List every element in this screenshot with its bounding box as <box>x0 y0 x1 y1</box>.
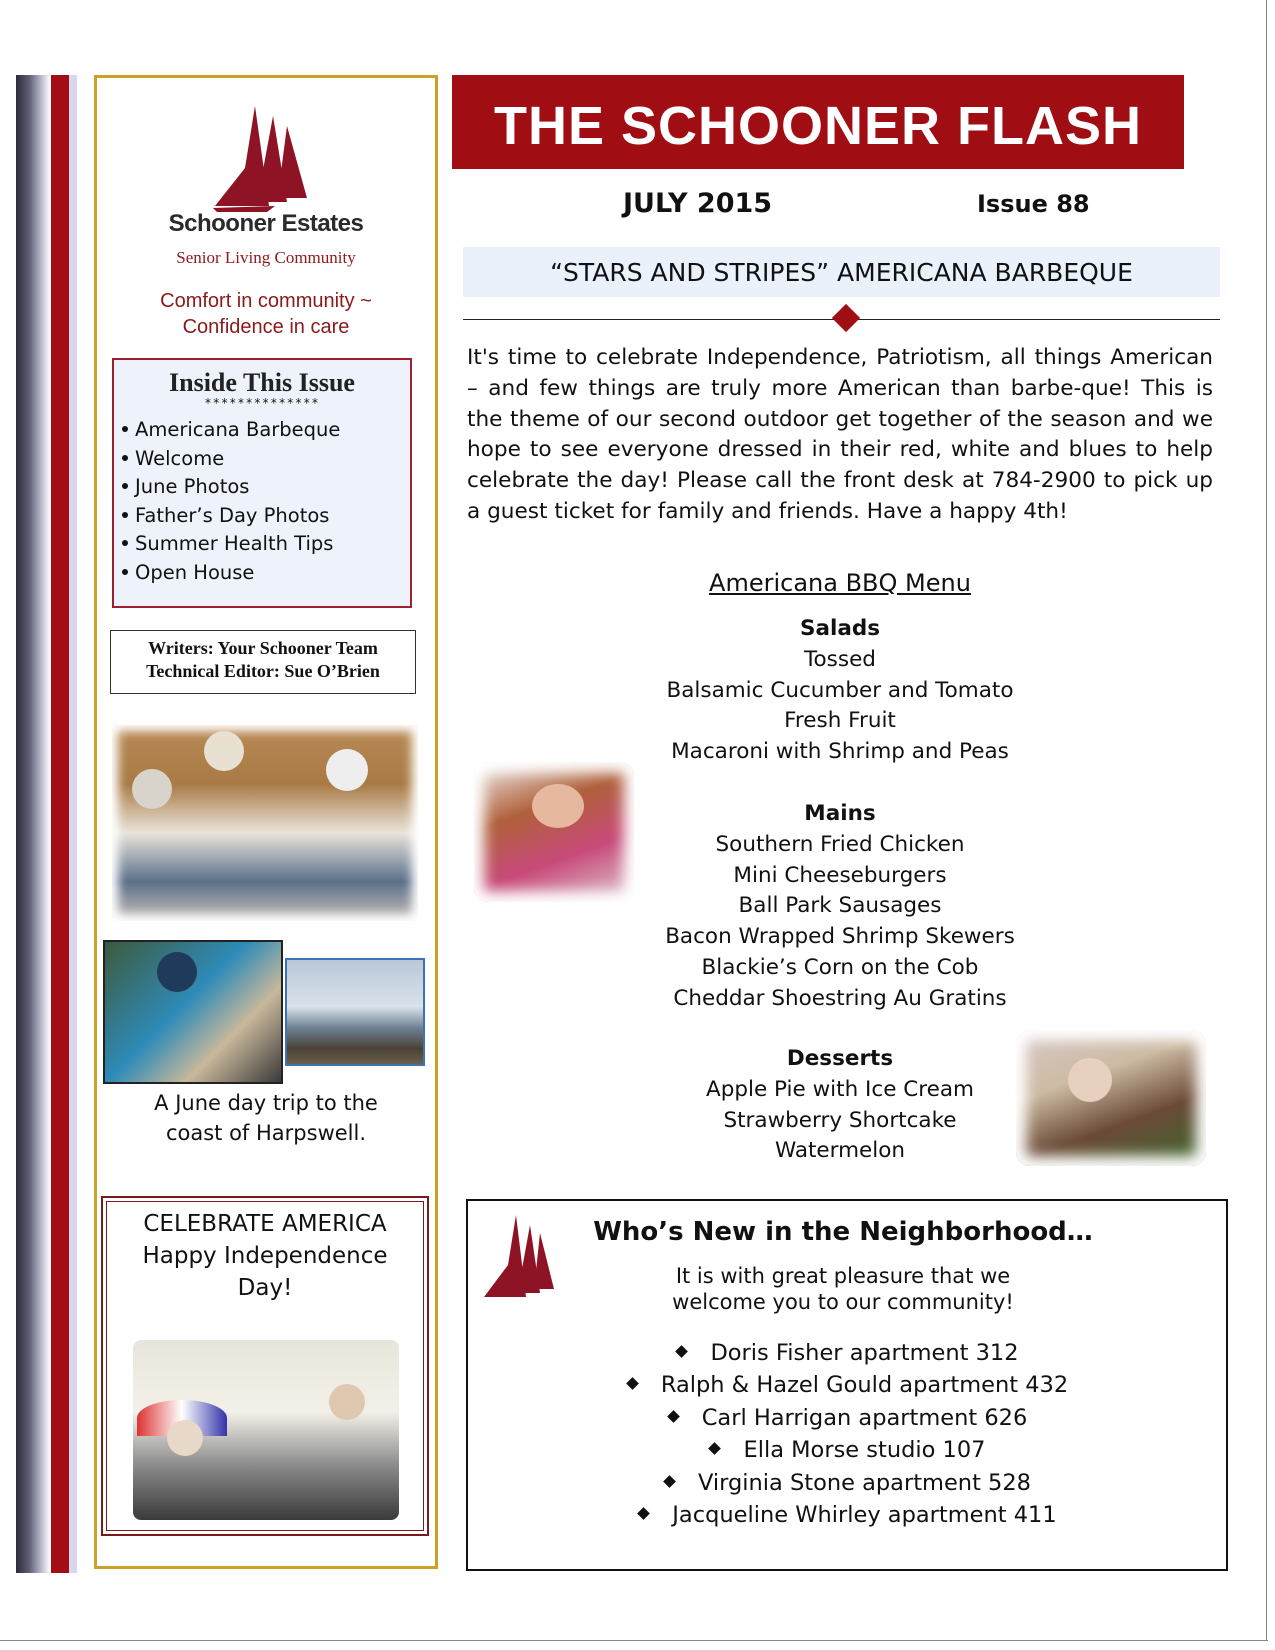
photo-figure <box>326 749 368 791</box>
resident-label: Ralph & Hazel Gould apartment 432 <box>660 1372 1069 1399</box>
bullet-icon <box>122 540 128 546</box>
diamond-icon <box>832 304 860 332</box>
lady-in-hat-photo <box>474 762 634 902</box>
photo-caption <box>97 1088 435 1148</box>
adirondack-chair-photo <box>103 940 283 1084</box>
schooner-sails-logo-icon <box>207 106 317 216</box>
menu-item: Tossed <box>804 646 876 672</box>
harpswell-coast-photo <box>285 958 425 1066</box>
issue-number: Issue 88 <box>977 190 1090 218</box>
inside-item[interactable] <box>122 502 410 531</box>
menu-mains <box>580 799 1100 1015</box>
inside-item-label: Open House <box>135 560 255 584</box>
bullet-icon <box>122 426 128 432</box>
page-border-right <box>1266 0 1267 1640</box>
dancing-residents-photo <box>1016 1030 1206 1166</box>
diamond-bullet-icon <box>709 1442 722 1455</box>
diamond-bullet-icon <box>676 1345 689 1358</box>
menu-group-heading: Mains <box>804 801 876 826</box>
photo-figure <box>532 784 584 828</box>
logo-subtitle: Senior Living Community <box>176 248 356 267</box>
caption-line-2: coast of Harpswell. <box>165 1121 367 1145</box>
inside-title: Inside This Issue <box>169 368 355 397</box>
menu-salads <box>580 614 1100 768</box>
page-border-bottom <box>0 1640 1268 1641</box>
list-item <box>548 1467 1148 1499</box>
inside-item-label: June Photos <box>135 475 250 499</box>
resident-label: Virginia Stone apartment 528 <box>698 1469 1031 1496</box>
inside-item[interactable] <box>122 559 410 588</box>
inside-this-issue-box <box>112 358 412 608</box>
new-residents-list <box>548 1337 1148 1531</box>
menu-item: Bacon Wrapped Shrimp Skewers <box>665 924 1015 950</box>
photo-figure <box>157 952 197 992</box>
article-intro: It's time to celebrate Independence, Patriotism, all things American – and few things are truly more American than barbe-que! This is the theme of our second outdoor get together of the season and we hope to see everyone dressed in their red, white and blues to help celebrate the day! Please call the front desk at 784-2900 to pick up a guest ticket for family and friends. Have a happy 4th! <box>467 345 1213 524</box>
menu-item: Southern Fried Chicken <box>715 831 965 857</box>
menu-group-heading: Desserts <box>786 1046 894 1071</box>
inside-item-label: Father’s Day Photos <box>135 503 330 527</box>
dining-photo <box>112 725 418 921</box>
decorative-stripe-red <box>51 75 69 1573</box>
resident-label: Jacqueline Whirley apartment 411 <box>672 1502 1057 1529</box>
list-item <box>548 1402 1148 1434</box>
writers-line: Writers: Your Schooner Team <box>148 638 378 658</box>
tagline <box>97 288 435 340</box>
list-item <box>548 1499 1148 1531</box>
menu-item: Mini Cheeseburgers <box>733 862 947 888</box>
decorative-stripe-dark <box>16 75 50 1573</box>
menu-title: Americana BBQ Menu <box>709 569 971 597</box>
inside-stars: ************** <box>204 396 320 410</box>
menu-item: Strawberry Shortcake <box>723 1107 957 1133</box>
article-headline: “STARS AND STRIPES” AMERICANA BARBEQUE <box>550 258 1133 287</box>
editor-line: Technical Editor: Sue O’Brien <box>146 661 380 681</box>
menu-group-heading: Salads <box>799 616 881 641</box>
diamond-bullet-icon <box>637 1507 650 1520</box>
inside-item-label: Welcome <box>135 446 225 470</box>
inside-item[interactable] <box>122 530 410 559</box>
diamond-bullet-icon <box>626 1378 639 1391</box>
intro-line-1: It is with great pleasure that we <box>675 1264 1011 1288</box>
diamond-bullet-icon <box>667 1410 680 1423</box>
whos-new-title: Who’s New in the Neighborhood… <box>593 1217 1093 1247</box>
menu-item: Macaroni with Shrimp and Peas <box>671 739 1009 765</box>
menu-item: Ball Park Sausages <box>738 893 942 919</box>
whos-new-box <box>466 1199 1228 1571</box>
diamond-bullet-icon <box>663 1475 676 1488</box>
inside-item-label: Americana Barbeque <box>135 418 341 441</box>
decorative-stripe-lavender <box>69 75 77 1573</box>
resident-label: Ella Morse studio 107 <box>743 1437 986 1464</box>
celebrate-line-3: Day! <box>237 1275 293 1301</box>
inside-item[interactable] <box>122 473 410 502</box>
menu-item: Apple Pie with Ice Cream <box>706 1076 974 1102</box>
menu-item: Fresh Fruit <box>784 708 896 734</box>
inside-list <box>114 416 410 588</box>
article-headline-band <box>463 247 1220 297</box>
photo-figure <box>167 1420 203 1456</box>
intro-line-2: welcome you to our community! <box>672 1290 1014 1314</box>
logo-name: Schooner Estates <box>168 210 364 237</box>
tagline-line-2: Confidence in care <box>182 316 350 338</box>
bullet-icon <box>122 455 128 461</box>
inside-item-label: Summer Health Tips <box>135 532 334 556</box>
resident-label: Carl Harrigan apartment 626 <box>701 1404 1028 1431</box>
celebrate-line-1: CELEBRATE AMERICA <box>143 1211 387 1237</box>
menu-item: Blackie’s Corn on the Cob <box>701 954 979 980</box>
bullet-icon <box>122 483 128 489</box>
menu-item: Watermelon <box>774 1138 906 1164</box>
menu-item: Cheddar Shoestring Au Gratins <box>673 985 1007 1011</box>
list-item <box>548 1369 1148 1401</box>
list-item <box>548 1337 1148 1369</box>
newsletter-title: THE SCHOONER FLASH <box>493 96 1143 156</box>
caption-line-1: A June day trip to the <box>154 1091 378 1115</box>
celebrate-america-box <box>101 1196 429 1536</box>
inside-item[interactable] <box>122 445 410 474</box>
photo-figure <box>132 769 172 809</box>
photo-figure <box>1068 1058 1112 1102</box>
issue-date: JULY 2015 <box>623 188 773 219</box>
inside-item[interactable] <box>122 416 410 445</box>
tagline-line-1: Comfort in community ~ <box>160 290 372 312</box>
celebrate-title <box>103 1208 427 1304</box>
whos-new-intro <box>618 1263 1068 1315</box>
bullet-icon <box>122 512 128 518</box>
independence-day-photo <box>133 1340 399 1520</box>
photo-figure <box>204 731 244 771</box>
menu-item: Balsamic Cucumber and Tomato <box>666 677 1014 703</box>
resident-label: Doris Fisher apartment 312 <box>710 1340 1019 1366</box>
bullet-icon <box>122 569 128 575</box>
writers-credits-box <box>110 630 416 694</box>
sidebar <box>94 75 438 1569</box>
celebrate-line-2: Happy Independence <box>142 1243 388 1269</box>
list-item <box>548 1434 1148 1466</box>
photo-figure <box>329 1384 365 1420</box>
masthead <box>452 75 1184 169</box>
